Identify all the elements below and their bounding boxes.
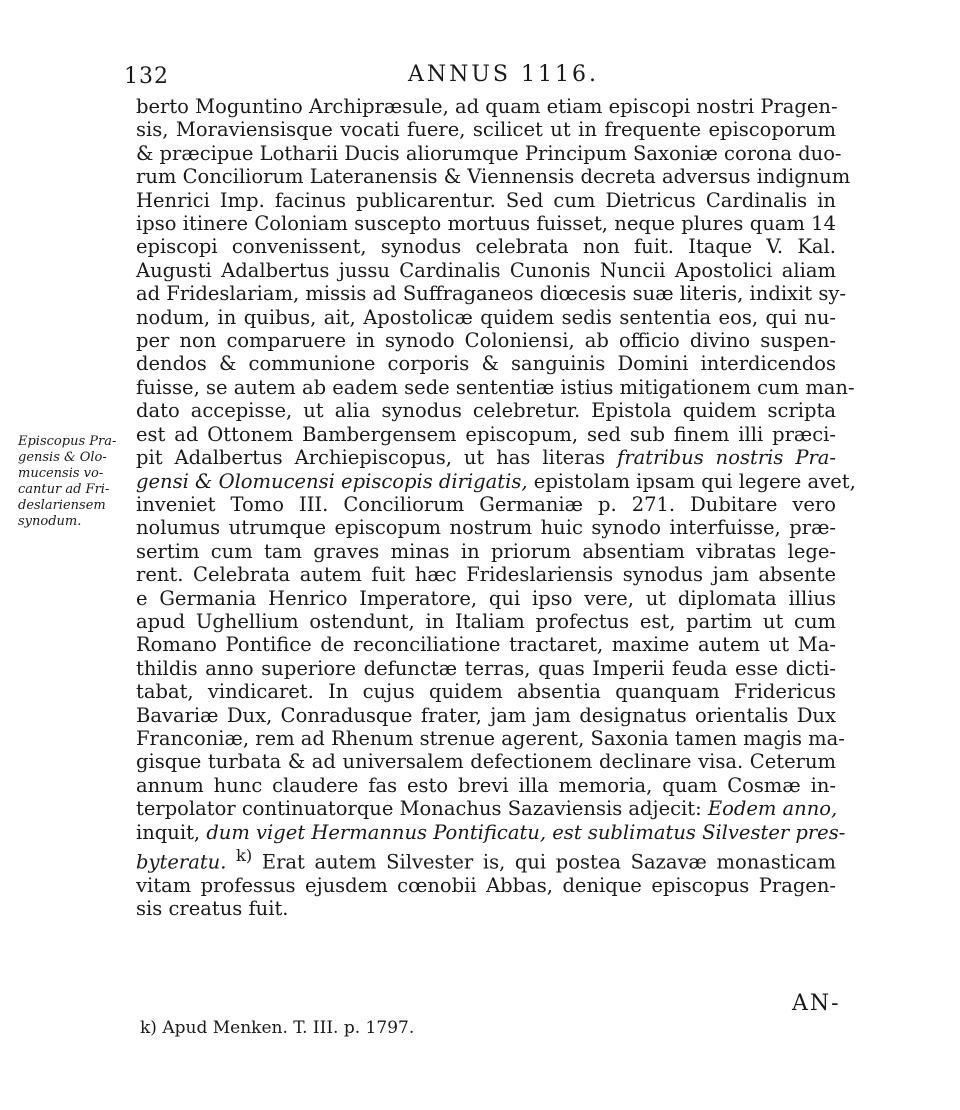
text-line: vitam professus ejusdem cœnobii Abbas, denique episcopus Pragen- bbox=[136, 873, 836, 897]
text-line-mixed bbox=[136, 844, 836, 874]
margin-note-line: gensis & Olo- bbox=[18, 450, 107, 465]
text-line: thildis anno superiore defunctæ terras, quas Imperii feuda esse dicti- bbox=[136, 656, 836, 680]
text-span: Erat autem Silvester is, qui postea bbox=[261, 850, 622, 874]
text-line: sis creatus fuit. bbox=[136, 897, 289, 921]
margin-note-line: Episcopus Pra- bbox=[18, 434, 117, 449]
text-line: berto Moguntino Archipræsule, ad quam etiam episcopi nostri Pragen- bbox=[136, 95, 838, 118]
text-line: rum Conciliorum Lateranensis & Viennensis decreta adversus indignum bbox=[136, 165, 851, 189]
text-line: fuisse, se autem ab eadem sede sententiæ istius mitigationem cum man- bbox=[136, 375, 855, 399]
text-line: Bavariæ Dux, Conradusque frater, jam jam designatus orientalis Dux bbox=[136, 703, 836, 727]
text-line: sis, Moraviensisque vocati fuere, scilicet ut in frequente episcoporum bbox=[136, 118, 836, 142]
text-line: episcopi convenissent, synodus celebrata non fuit. Itaque V. Kal. bbox=[136, 235, 836, 259]
margin-note-line: mucensis vo- bbox=[18, 466, 104, 481]
text-line: rent. Celebrata autem fuit hæc Frideslariensis synodus jam absente bbox=[136, 563, 836, 587]
text-line: & præcipue Lotharii Ducis aliorumque Principum Saxoniæ corona duo- bbox=[136, 141, 842, 165]
text-line: annum hunc claudere fas esto brevi illa memoria, quam Cosmæ in- bbox=[136, 773, 836, 797]
text-line: sertim cum tam graves minas in priorum absentiam vibratas lege- bbox=[136, 539, 836, 563]
page-number: 132 bbox=[124, 64, 169, 89]
text-line: ad Frideslariam, missis ad Suffraganeos diœcesis suæ literis, indixit sy- bbox=[136, 282, 846, 306]
catchword: AN- bbox=[792, 991, 841, 1016]
text-line: est ad Ottonem Bambergensem episcopum, sed sub finem illi præci- bbox=[136, 422, 836, 446]
text-span: terpolator continuatorque Monachus Sazaviensis adjecit: bbox=[136, 797, 708, 821]
footnote-marker: k) bbox=[236, 846, 253, 865]
text-span: pit Adalbertus Archiepiscopus, ut has literas bbox=[136, 446, 618, 470]
italic-span: fratribus nostris Pra- bbox=[617, 446, 836, 470]
text-line-mixed bbox=[136, 797, 836, 820]
margin-note-line: deslariensem bbox=[18, 498, 106, 513]
text-line: Henrici Imp. facinus publicarentur. Sed cum Dietricus Cardinalis in bbox=[136, 188, 836, 212]
margin-note-line: synodum. bbox=[18, 514, 82, 529]
running-head: ANNUS 1116. bbox=[408, 62, 599, 87]
text-line: Franconiæ, rem ad Rhenum strenue agerent, Saxonia tamen magis ma- bbox=[136, 726, 845, 750]
italic-span: Eodem anno, bbox=[707, 797, 838, 821]
text-line: e Germania Henrico Imperatore, qui ipso vere, ut diplomata illius bbox=[136, 586, 836, 610]
text-line: gisque turbata & ad universalem defectionem declinare visa. Ceterum bbox=[136, 750, 836, 774]
text-line-mixed bbox=[136, 820, 846, 844]
text-line: nolumus utrumque episcopum nostrum huic synodo interfuisse, præ- bbox=[136, 516, 836, 540]
text-line: per non comparuere in synodo Coloniensi, ab officio divino suspen- bbox=[136, 329, 836, 353]
text-line: dendos & communione corporis & sanguinis Domini interdicendos bbox=[136, 352, 836, 376]
text-line: dato accepisse, ut alia synodus celebretur. Epistola quidem scripta bbox=[136, 399, 836, 423]
text-line: nodum, in quibus, ait, Apostolicæ quidem sedis sententia eos, qui nu- bbox=[136, 305, 836, 329]
text-line: Augusti Adalbertus jussu Cardinalis Cunonis Nuncii Apostolici aliam bbox=[136, 258, 836, 282]
italic-span: gensi & Olomucensi episcopis dirigatis, bbox=[136, 469, 528, 493]
margin-note-line: cantur ad Fri- bbox=[18, 482, 110, 497]
text-line: inveniet Tomo III. Conciliorum Germaniæ p. 271. Dubitare vero bbox=[136, 492, 836, 516]
footnote: k) Apud Menken. T. III. p. 1797. bbox=[140, 1018, 415, 1038]
text-line: apud Ughellium ostendunt, in Italiam profectus est, partim ut cum bbox=[136, 609, 836, 633]
main-text bbox=[136, 95, 856, 921]
italic-span: byteratu. bbox=[136, 850, 237, 874]
text-line-mixed bbox=[136, 446, 836, 469]
text-span: inquit, bbox=[136, 820, 207, 844]
text-line: Romano Pontifice de reconciliatione tractaret, maxime autem ut Ma- bbox=[136, 633, 836, 657]
italic-span: dum viget Hermannus Pontificatu, est sublimatus Silvester pres- bbox=[206, 820, 846, 844]
text-line: tabat, vindicaret. In cujus quidem absentia quanquam Fridericus bbox=[136, 680, 836, 704]
text-line-mixed: gensi & Olomucensi episcopis dirigatis, epistolam ipsam qui legere avet, bbox=[136, 469, 856, 493]
text-line: ipso itinere Coloniam suscepto mortuus fuisset, neque plures quam 14 bbox=[136, 212, 836, 236]
text-span: Sazavæ monasticam bbox=[630, 850, 837, 874]
margin-note bbox=[18, 434, 130, 530]
